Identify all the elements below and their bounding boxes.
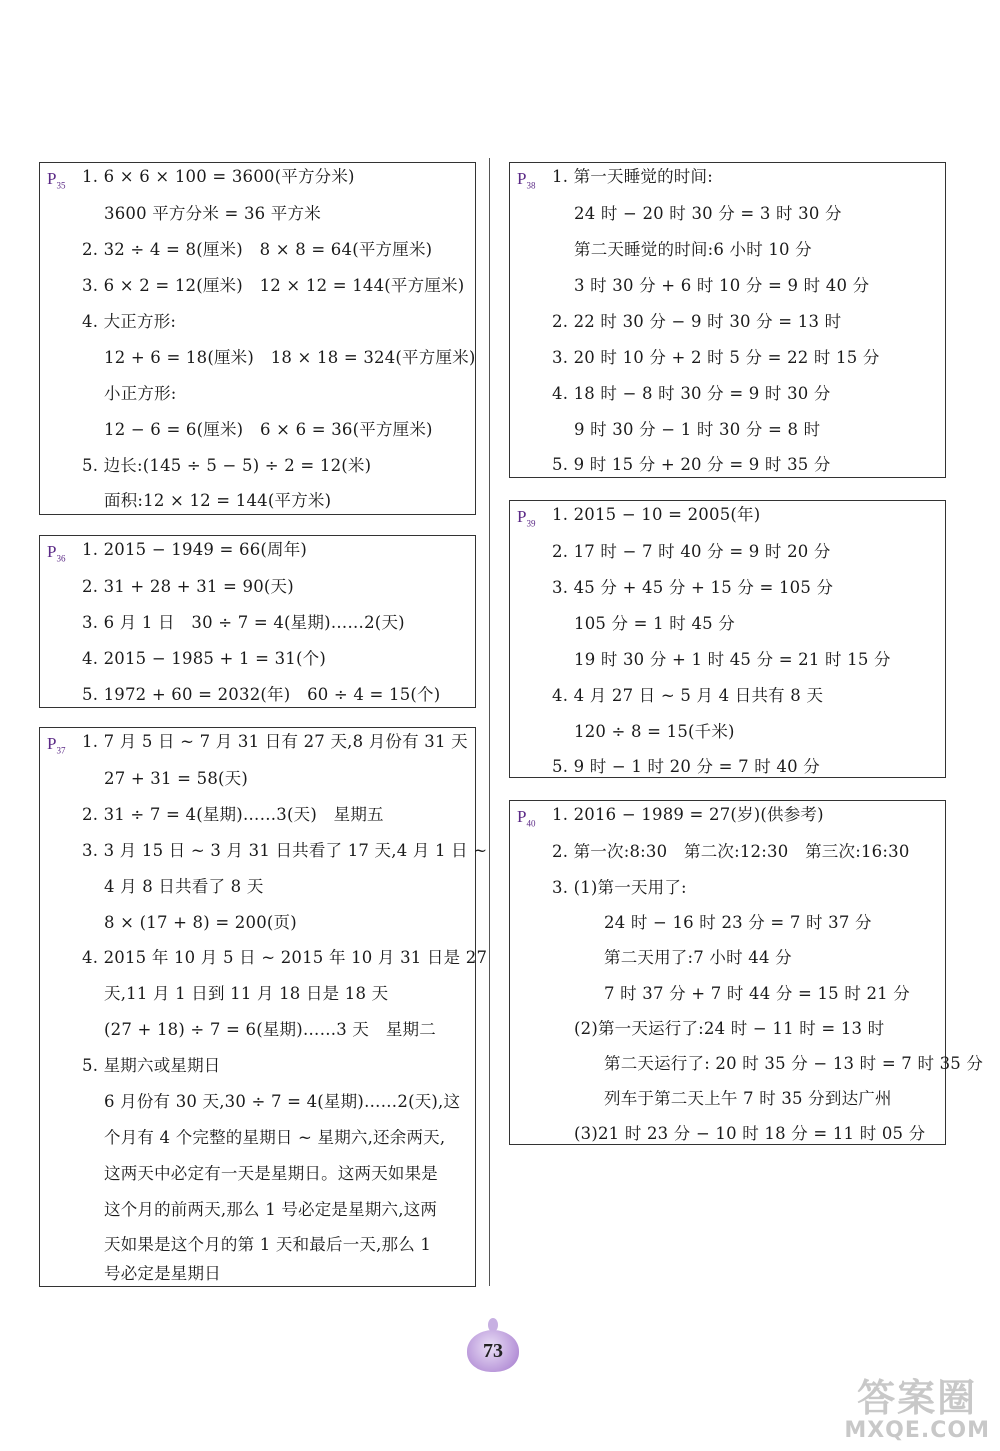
column-divider: [489, 158, 490, 1286]
answer-box-p40: [509, 800, 984, 1145]
answer-line: 6 月份有 30 天,30 ÷ 7 = 4(星期)……2(天),这: [104, 1092, 461, 1111]
answer-line: 面积:12 × 12 = 144(平方米): [104, 491, 332, 510]
answer-line: 天如果是这个月的第 1 天和最后一天,那么 1: [104, 1235, 432, 1254]
answer-line: 第二天睡觉的时间:6 小时 10 分: [574, 240, 812, 259]
answer-line: 24 时 − 20 时 30 分 = 3 时 30 分: [574, 204, 842, 223]
answer-line: 3. (1)第一天用了:: [552, 878, 687, 897]
page-label-p36: $P_{36}$: [47, 542, 66, 564]
answer-box-p36: [39, 535, 476, 708]
answer-line: 27 + 31 = 58(天): [104, 769, 248, 788]
watermark-logo: [844, 1367, 990, 1443]
answer-box-p38: [509, 162, 946, 478]
answer-line: 5. 星期六或星期日: [82, 1056, 221, 1075]
answer-line: 2. 第一次:8:30 第二次:12:30 第三次:16:30: [552, 842, 910, 861]
answer-line: 24 时 − 16 时 23 分 = 7 时 37 分: [604, 913, 872, 932]
answer-line: 105 分 = 1 时 45 分: [574, 614, 735, 633]
answer-line: 这两天中必定有一天是星期日。这两天如果是: [104, 1164, 438, 1183]
answer-line: 3. 6 × 2 = 12(厘米) 12 × 12 = 144(平方厘米): [82, 276, 465, 295]
answer-line: (2)第一天运行了:24 时 − 11 时 = 13 时: [574, 1019, 885, 1038]
answer-line: 2. 17 时 − 7 时 40 分 = 9 时 20 分: [552, 542, 831, 561]
answer-line: (3)21 时 23 分 − 10 时 18 分 = 11 时 05 分: [574, 1124, 926, 1143]
answer-line: 4. 2015 年 10 月 5 日 ~ 2015 年 10 月 31 日是 27: [82, 948, 488, 967]
page-label-p35: $P_{35}$: [47, 169, 66, 191]
answer-line: 5. 9 时 − 1 时 20 分 = 7 时 40 分: [552, 757, 820, 776]
answer-line: 2. 32 ÷ 4 = 8(厘米) 8 × 8 = 64(平方厘米): [82, 240, 433, 259]
page-label-p37: $P_{37}$: [47, 734, 66, 756]
answer-line: 1. 2015 − 1949 = 66(周年): [82, 540, 308, 559]
answer-line: 4. 4 月 27 日 ~ 5 月 4 日共有 8 天: [552, 686, 824, 705]
answer-line: 4 月 8 日共看了 8 天: [104, 877, 264, 896]
answer-line: 3 时 30 分 + 6 时 10 分 = 9 时 40 分: [574, 276, 870, 295]
answer-line: 3. 20 时 10 分 + 2 时 5 分 = 22 时 15 分: [552, 348, 880, 367]
answer-box-p37: [39, 727, 488, 1287]
page-number: 73: [467, 1330, 519, 1372]
answer-line: 第二天用了:7 小时 44 分: [604, 948, 792, 967]
answer-line: 1. 6 × 6 × 100 = 3600(平方分米): [82, 167, 355, 186]
answer-line: 个月有 4 个完整的星期日 ~ 星期六,还余两天,: [104, 1128, 446, 1147]
answer-line: 5. 1972 + 60 = 2032(年) 60 ÷ 4 = 15(个): [82, 685, 441, 704]
answer-line: 9 时 30 分 − 1 时 30 分 = 8 时: [574, 420, 821, 439]
answer-line: 1. 2015 − 10 = 2005(年): [552, 505, 761, 524]
answer-line: 1. 第一天睡觉的时间:: [552, 167, 713, 186]
answer-line: 4. 2015 − 1985 + 1 = 31(个): [82, 649, 326, 668]
answer-box-p35: [39, 162, 476, 515]
answer-box-p39: [509, 500, 946, 778]
answer-line: 小正方形:: [104, 384, 177, 403]
watermark-logo-text: 答案圈: [857, 1376, 978, 1420]
answer-line: 8 × (17 + 8) = 200(页): [104, 913, 297, 932]
page-label-p40: $P_{40}$: [517, 807, 536, 829]
answer-line: 2. 22 时 30 分 − 9 时 30 分 = 13 时: [552, 312, 842, 331]
answer-line: 2. 31 + 28 + 31 = 90(天): [82, 577, 294, 596]
answer-line: 第二天运行了: 20 时 35 分 − 13 时 = 7 时 35 分: [604, 1054, 984, 1073]
answer-line: 5. 9 时 15 分 + 20 分 = 9 时 35 分: [552, 455, 831, 474]
page-label-p38: $P_{38}$: [517, 169, 536, 191]
answer-line: 天,11 月 1 日到 11 月 18 日是 18 天: [104, 984, 389, 1003]
answer-line: 3600 平方分米 = 36 平方米: [104, 204, 321, 223]
answer-line: 3. 6 月 1 日 30 ÷ 7 = 4(星期)……2(天): [82, 613, 405, 632]
answer-line: 3. 45 分 + 45 分 + 15 分 = 105 分: [552, 578, 834, 597]
answer-line: 1. 2016 − 1989 = 27(岁)(供参考): [552, 805, 824, 824]
answer-line: 4. 大正方形:: [82, 312, 177, 331]
answer-line: 2. 31 ÷ 7 = 4(星期)……3(天) 星期五: [82, 805, 384, 824]
answer-line: 4. 18 时 − 8 时 30 分 = 9 时 30 分: [552, 384, 831, 403]
answer-line: 5. 边长:(145 ÷ 5 − 5) ÷ 2 = 12(米): [82, 456, 372, 475]
answer-line: 3. 3 月 15 日 ~ 3 月 31 日共看了 17 天,4 月 1 日 ~: [82, 841, 488, 860]
answer-line: 12 + 6 = 18(厘米) 18 × 18 = 324(平方厘米): [104, 348, 476, 367]
answer-line: 19 时 30 分 + 1 时 45 分 = 21 时 15 分: [574, 650, 891, 669]
watermark-site: MXQE.COM: [844, 1418, 990, 1443]
answer-line: 120 ÷ 8 = 15(千米): [574, 722, 735, 741]
answer-line: 1. 7 月 5 日 ~ 7 月 31 日有 27 天,8 月份有 31 天: [82, 732, 468, 751]
answer-line: (27 + 18) ÷ 7 = 6(星期)……3 天 星期二: [104, 1020, 436, 1039]
answer-line: 号必定是星期日: [104, 1264, 221, 1283]
answer-line: 12 − 6 = 6(厘米) 6 × 6 = 36(平方厘米): [104, 420, 433, 439]
answer-line: 这个月的前两天,那么 1 号必定是星期六,这两: [104, 1200, 438, 1219]
answer-line: 7 时 37 分 + 7 时 44 分 = 15 时 21 分: [604, 984, 911, 1003]
page-label-p39: $P_{39}$: [517, 507, 536, 529]
answer-line: 列车于第二天上午 7 时 35 分到达广州: [604, 1089, 892, 1108]
